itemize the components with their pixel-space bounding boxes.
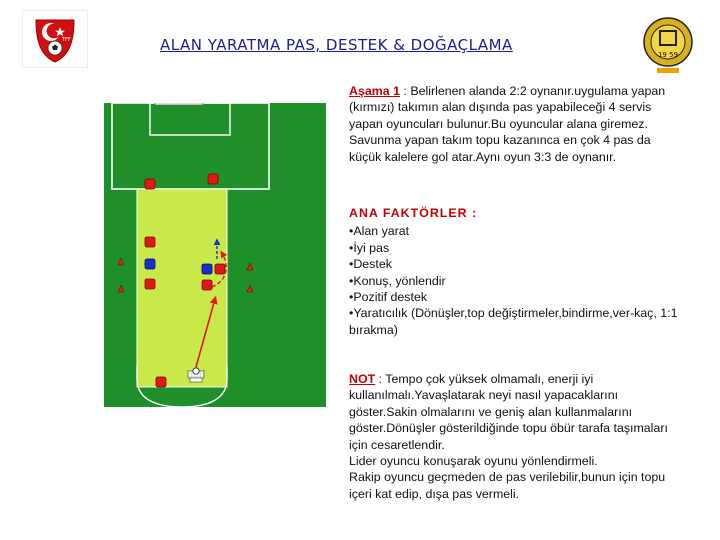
ball [193,368,199,374]
player-red [202,280,212,290]
tff-crest-icon [22,10,88,68]
section-asama1-sep: : [399,84,411,98]
player-red [208,174,218,184]
section-asama1-body: Belirlenen alanda 2:2 oynanır.uygulama yapan (kırmızı) takımın alan dışında pas yapabileceği 4 servis yapan oyuncuları bulunur.Bu oyuncular alana giremez. Savunma yapan takım topu kazanınca en çok 4 pas da küçük kalelere gol atar.Aynı oyun 3:3 de oynanır. [349,84,666,164]
factor-item: •İyi pas [349,240,390,255]
player-blue [202,264,212,274]
pitch-diagram [104,103,326,407]
large-goal [155,103,203,105]
club-emblem-icon [640,16,696,78]
section-ana-faktorler-heading: ANA FAKTÖRLER : [349,206,478,220]
factor-item: •Yaratıcılık (Dönüşler,top değiştirmeler,bindirme,ver-kaç, 1:1 bırakma) [349,306,678,337]
section-asama1 [349,83,684,165]
small-goal [190,378,202,382]
player-red [156,377,166,387]
section-ana-faktorler [349,205,684,338]
section-asama1-heading: Aşama 1 [349,84,400,98]
factor-item: •Destek [349,257,392,272]
logo-right-text: 19 59 [657,51,679,59]
section-not-sep: : [375,372,386,386]
section-not-line: Rakip oyuncu geçmeden de pas verilebilir,bunun için topu içeri kat edip, dışa pas vermeli. [349,470,666,501]
factor-item: •Pozitif destek [349,290,428,305]
section-not [349,371,684,502]
player-red [145,237,155,247]
section-not-body: Tempo çok yüksek olmamalı, enerji iyi kullanılmalı.Yavaşlatarak neyi nasıl yapacaklarını göster.Sakin olmalarını ve geniş alan kullanmalarını göster.Dönüşler gösterildiğinde topu öbür tarafa taşımaları için cesaretlendir. [349,372,668,452]
player-blue [145,259,155,269]
player-red [215,264,225,274]
section-not-heading: NOT [349,372,376,386]
factor-item: •Alan yarat [349,224,410,239]
logo-left-text: TFF [62,37,71,43]
player-red [145,279,155,289]
section-not-line: Lider oyuncu konuşarak oyunu yönlendirmeli. [349,454,598,469]
factor-item: •Konuş, yönlendir [349,273,446,288]
player-red [145,179,155,189]
page-title: ALAN YARATMA PAS, DESTEK & DOĞAÇLAMA [160,36,513,54]
